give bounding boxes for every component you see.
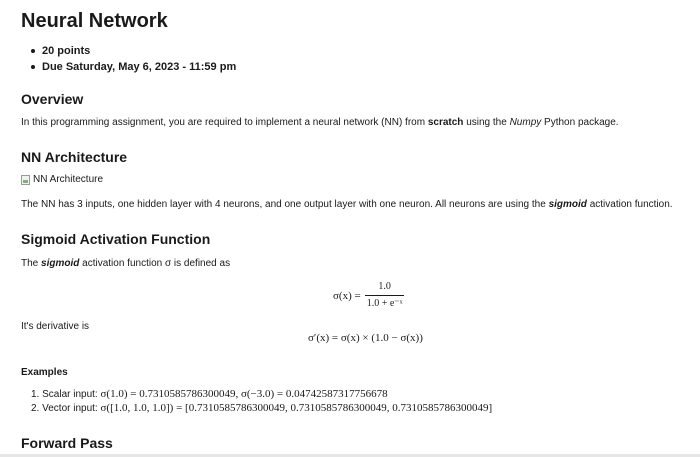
fraction-bar: [365, 295, 405, 296]
assignment-meta-list: [31, 43, 236, 75]
derivative-intro-text: It's derivative is: [21, 321, 90, 332]
sigmoid-def-2: activation function σ is defined as: [79, 258, 231, 269]
sigmoid-formula-lhs: σ(x) =: [333, 289, 361, 302]
architecture-image-alt: NN Architecture: [33, 174, 104, 185]
forward-pass-heading: Forward Pass: [21, 435, 113, 451]
example-prefix: 2. Vector input:: [31, 403, 101, 414]
examples-heading: Examples: [21, 367, 68, 378]
overview-italic-numpy: Numpy: [509, 117, 542, 128]
sigmoid-def-emph: sigmoid: [41, 258, 80, 269]
sigmoid-heading: Sigmoid Activation Function: [21, 231, 211, 247]
examples-list: [31, 387, 492, 415]
architecture-heading: NN Architecture: [21, 149, 128, 165]
broken-image-icon: [21, 175, 30, 185]
meta-due-date: Due Saturday, May 6, 2023 - 11:59 pm: [31, 59, 236, 75]
example-item: [31, 387, 492, 401]
example-math: σ(1.0) = 0.7310585786300049, σ(−3.0) = 0.04742587317756678: [100, 388, 388, 400]
sigmoid-fraction: [365, 281, 405, 310]
overview-heading: Overview: [21, 91, 84, 107]
example-prefix: 1. Scalar input:: [31, 389, 101, 400]
architecture-image-placeholder: [21, 174, 103, 185]
example-math: σ([1.0, 1.0, 1.0]) = [0.7310585786300049, 0.7310585786300049, 0.7310585786300049]: [100, 402, 493, 414]
architecture-text-2: activation function.: [586, 199, 673, 210]
page-title: Neural Network: [21, 10, 168, 32]
sigmoid-denominator: 1.0 + e⁻ˣ: [366, 298, 403, 309]
overview-paragraph: [21, 116, 619, 129]
derivative-formula: σ′(x) = σ(x) × (1.0 − σ(x)): [308, 332, 423, 344]
architecture-text-1: The NN has 3 inputs, one hidden layer with 4 neurons, and one output layer with one neuron. All neurons are using the: [21, 199, 549, 210]
overview-bold-scratch: scratch: [427, 117, 464, 128]
meta-points: 20 points: [31, 43, 236, 59]
overview-text-3: Python package.: [541, 117, 619, 128]
sigmoid-formula: [333, 281, 404, 310]
architecture-paragraph: [21, 198, 673, 211]
example-item: [31, 401, 492, 415]
overview-text-1: In this programming assignment, you are required to implement a neural network (NN) from: [21, 117, 428, 128]
architecture-emph-sigmoid: sigmoid: [548, 199, 587, 210]
overview-text-2: using the: [463, 117, 510, 128]
sigmoid-numerator: 1.0: [378, 281, 391, 292]
sigmoid-definition-text: [21, 257, 230, 270]
sigmoid-def-1: The: [21, 258, 42, 269]
